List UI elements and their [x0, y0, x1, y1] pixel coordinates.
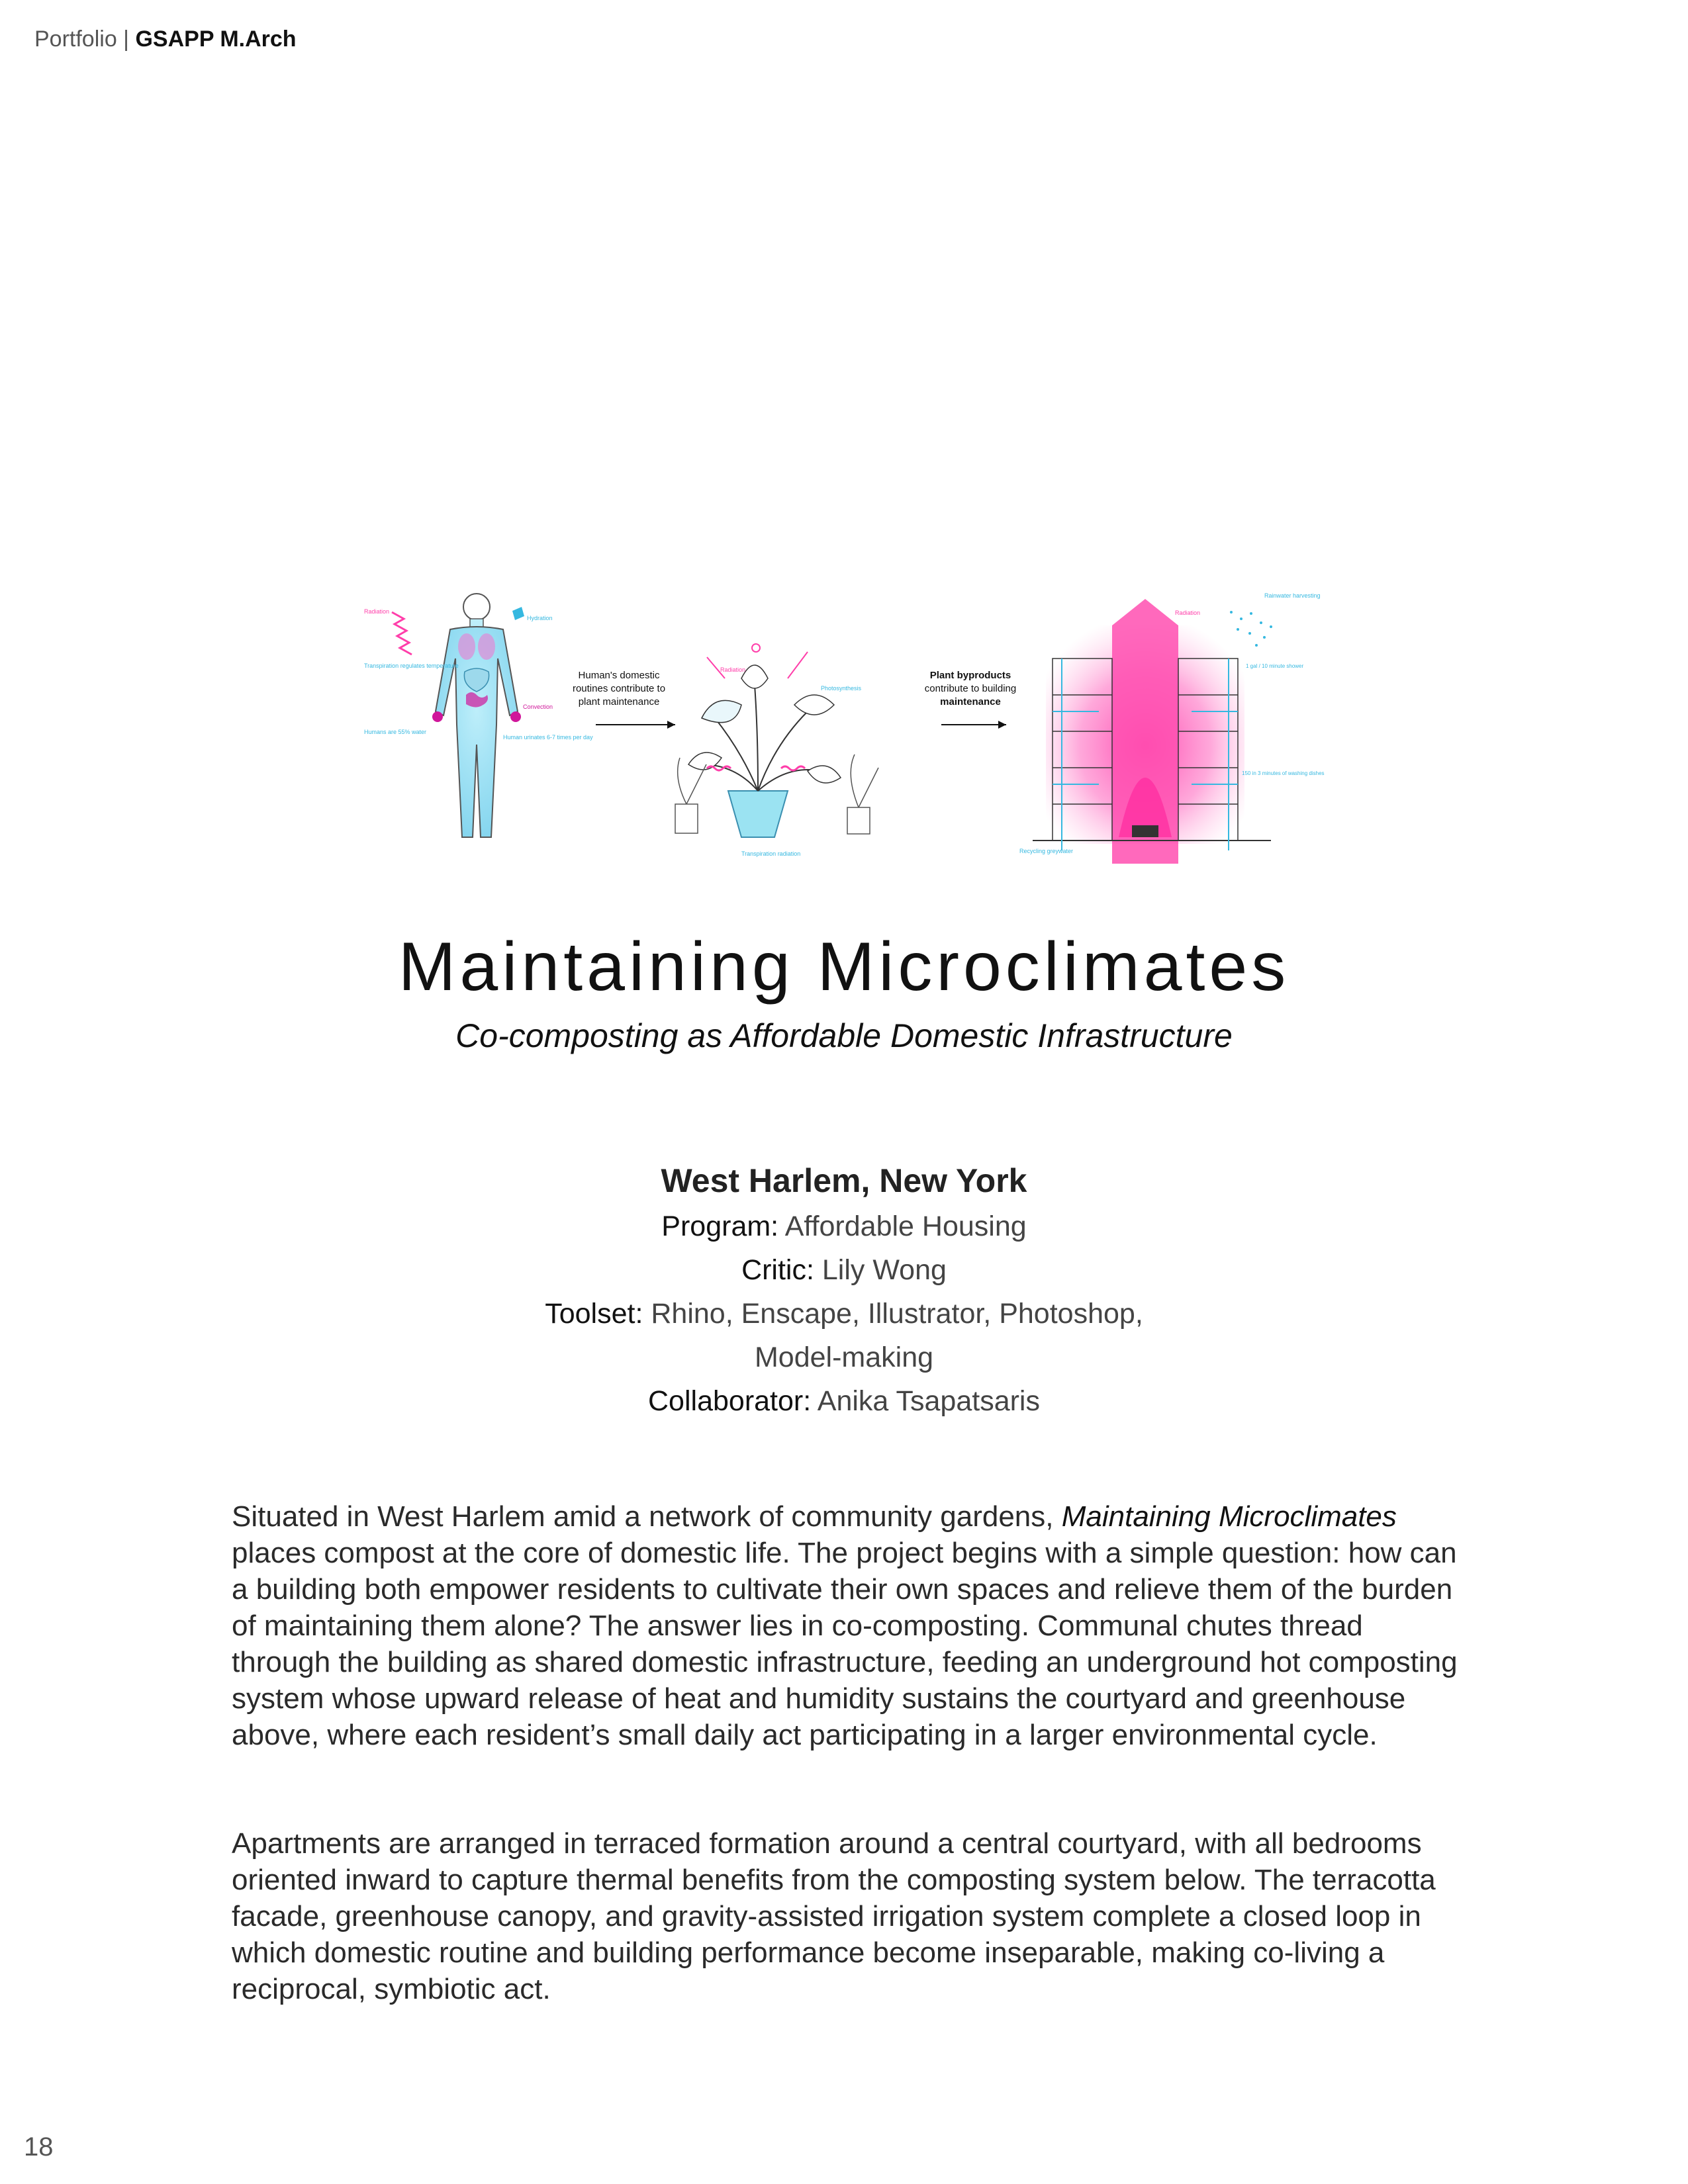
arrow1-line2: routines contribute to [572, 683, 666, 694]
page-number: 18 [24, 2132, 54, 2161]
meta-toolset [0, 1292, 1688, 1379]
human-label-water: Humans are 55% water [364, 729, 427, 735]
human-label-convection: Convection [523, 704, 553, 710]
arrow-right-icon [941, 721, 1006, 729]
building-section [1033, 599, 1272, 864]
header-program: GSAPP M.Arch [135, 26, 297, 52]
arrow1-line3: plant maintenance [578, 696, 660, 707]
header-separator: | [117, 26, 136, 52]
page-header [34, 26, 297, 52]
meta-toolset-value: Rhino, Enscape, Illustrator, Photoshop, Model-making [651, 1298, 1143, 1373]
p2-text: Apartments are arranged in terraced formation around a central courtyard, with all bedrooms oriented inward to capture thermal benefits from the composting system below. The terracotta facade, greenhouse canopy, and gravity-assisted irrigation system complete a closed loop in which domestic routine and building performance become inseparable, making co-living a reciprocal, symbiotic act. [232, 1827, 1436, 2005]
arrow-right-icon [596, 721, 675, 729]
p1-text-after: places compost at the core of domestic life. The project begins with a simple question: how can a building both empower residents to cultivate their own spaces and relieve them of the burden of maintaining them alone? The answer lies in co-composting. Communal chutes thread through the building as shared domestic infrastructure, feeding an underground hot composting system whose upward release of heat and humidity sustains the courtyard and greenhouse above, where each resident’s small daily act participating in a larger environmental cycle. [232, 1537, 1458, 1751]
arrow1-line1: Human's domestic [578, 670, 660, 681]
human-label-transpiration: Transpiration regulates temperature [364, 662, 459, 669]
body-paragraph-2 [232, 1825, 1470, 2007]
human-label-hydration: Hydration [527, 615, 553, 621]
meta-collaborator [0, 1379, 1688, 1423]
arrow2-line2: contribute to building [924, 683, 1017, 694]
meta-critic-value: Lily Wong [821, 1254, 947, 1286]
body-paragraph-1 [232, 1498, 1470, 1753]
p1-text-before: Situated in West Harlem amid a network of community gardens, [232, 1500, 1062, 1533]
header-section: Portfolio [34, 26, 117, 52]
meta-critic-label: Critic: [741, 1254, 814, 1286]
p1-emphasis: Maintaining Microclimates [1061, 1500, 1397, 1533]
meta-program [0, 1205, 1688, 1248]
meta-program-label: Program: [661, 1210, 779, 1242]
meta-toolset-label: Toolset: [545, 1298, 643, 1330]
human-figure [392, 594, 524, 837]
human-label-radiation: Radiation [364, 608, 390, 615]
page-title: Maintaining Microclimates [398, 929, 1290, 1005]
page-subtitle: Co-composting as Affordable Domestic Infrastructure [455, 1017, 1233, 1054]
project-meta [0, 1157, 1688, 1423]
building-label-greywater: Recycling greywater [1019, 848, 1074, 854]
project-location: West Harlem, New York [661, 1162, 1027, 1199]
plant-label-transpire: Transpiration radiation [741, 850, 801, 857]
building-label-rainwater: Rainwater harvesting [1264, 592, 1321, 599]
meta-program-value: Affordable Housing [784, 1210, 1027, 1242]
arrow2-line1: Plant byproducts [929, 670, 1011, 681]
plant-label-photosynthesis: Photosynthesis [821, 685, 862, 692]
human-label-urinate: Human urinates 6-7 times per day [503, 734, 593, 741]
meta-collaborator-label: Collaborator: [648, 1385, 812, 1417]
meta-collaborator-value: Anika Tsapatsaris [817, 1385, 1040, 1417]
microclimate-diagram [344, 586, 1337, 870]
meta-critic [0, 1248, 1688, 1292]
arrow2-line3: maintenance [940, 696, 1001, 707]
building-label-dishes: 150 in 3 minutes of washing dishes [1242, 770, 1325, 776]
building-label-shower: 1 gal / 10 minute shower [1246, 663, 1304, 669]
plant-label-radiation: Radiation [720, 666, 746, 673]
building-label-radiation: Radiation [1175, 610, 1201, 616]
plant-illustration [675, 644, 878, 837]
